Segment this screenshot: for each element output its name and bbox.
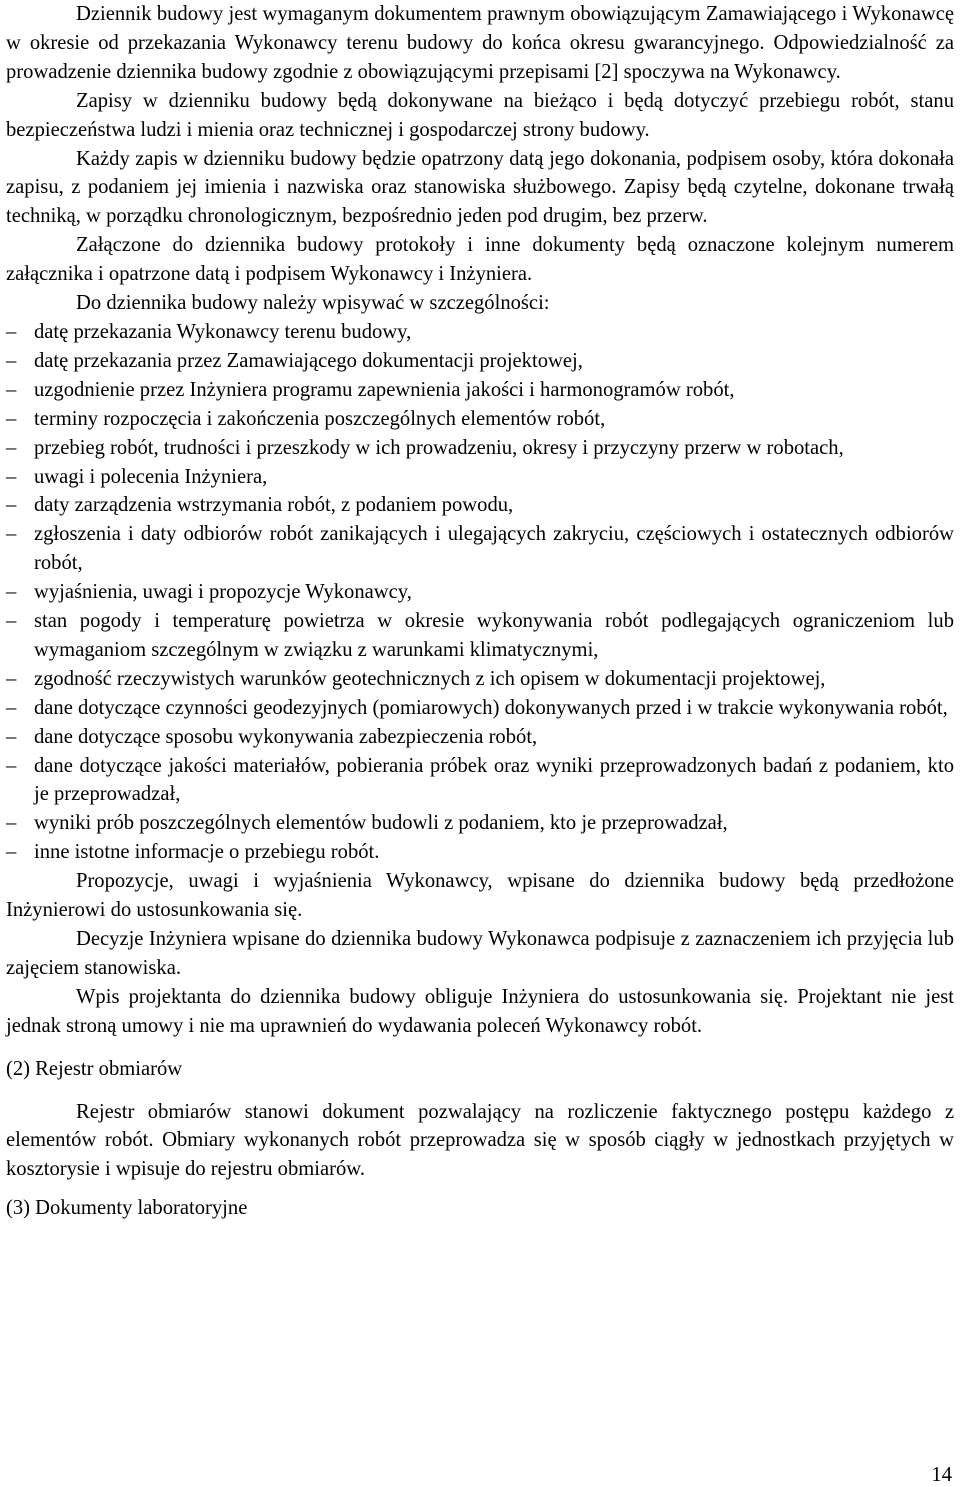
list-item [6, 520, 954, 578]
dash-bullet: – [6, 465, 17, 488]
list-item [6, 723, 954, 752]
intro-section [6, 0, 954, 318]
paragraph: Rejestr obmiarów stanowi dokument pozwalający na rozliczenie faktycznego postępu każdego z elementów robót. Obmiary wykonanych robót przeprowadza się w sposób ciągły w jednostkach przyjętych w kosztorysie i wpisuje do rejestru obmiarów. [6, 1100, 954, 1181]
dash-bullet: – [6, 407, 17, 430]
dash-bullet: – [6, 841, 17, 864]
list-item-text: uwagi i polecenia Inżyniera, [34, 465, 268, 488]
dash-bullet: – [6, 320, 17, 343]
list-item [6, 491, 954, 520]
list-item-text: datę przekazania Wykonawcy terenu budowy, [34, 320, 412, 343]
list-item-text: wyniki prób poszczególnych elementów budowli z podaniem, kto je przeprowadzał, [34, 812, 728, 835]
dash-bullet: – [6, 349, 17, 372]
dash-bullet: – [6, 523, 17, 546]
list-item-text: daty zarządzenia wstrzymania robót, z podaniem powodu, [34, 494, 514, 517]
list-item [6, 347, 954, 376]
list-item-text: dane dotyczące czynności geodezyjnych (pomiarowych) dokonywanych przed i w trakcie wykonywania robót, [34, 696, 948, 719]
list-item [6, 838, 954, 867]
section-heading: (3) Dokumenty laboratoryjne [6, 1197, 248, 1220]
paragraph: Decyzje Inżyniera wpisane do dziennika budowy Wykonawca podpisuje z zaznaczeniem ich przyjęcia lub zajęciem stanowiska. [6, 928, 954, 979]
list-item-text: zgodność rzeczywistych warunków geotechnicznych z ich opisem w dokumentacji projektowej, [34, 667, 826, 690]
dash-bullet: – [6, 436, 17, 459]
section-heading: (2) Rejestr obmiarów [6, 1057, 183, 1080]
page-number: 14 [931, 1464, 952, 1486]
list-item-text: terminy rozpoczęcia i zakończenia poszczególnych elementów robót, [34, 407, 606, 430]
dash-bullet: – [6, 494, 17, 517]
dash-bullet: – [6, 378, 17, 401]
list-item [6, 694, 954, 723]
dash-bullet: – [6, 610, 17, 633]
list-item [6, 752, 954, 810]
list-item-text: stan pogody i temperaturę powietrza w okresie wykonywania robót podlegających ograniczeniom lub wymaganiom szczególnym w związku z warunkami klimatycznymi, [34, 610, 954, 661]
list-item [6, 607, 954, 665]
list-item-text: wyjaśnienia, uwagi i propozycje Wykonawcy, [34, 581, 412, 604]
closing-section [6, 867, 954, 1040]
list-item [6, 405, 954, 434]
list-item-text: dane dotyczące jakości materiałów, pobierania próbek oraz wyniki przeprowadzonych badań z podaniem, kto je przeprowadzał, [34, 754, 954, 806]
paragraph: Dziennik budowy jest wymaganym dokumentem prawnym obowiązującym Zamawiającego i Wykonawcę w okresie od przekazania Wykonawcy terenu budowy do końca okresu gwarancyjnego. Odpowiedzialność za prowadzenie dziennika budowy zgodnie z obowiązującymi przepisami [2] spoczywa na Wykonawcy. [6, 3, 954, 83]
paragraph: Propozycje, uwagi i wyjaśnienia Wykonawcy, wpisane do dziennika budowy będą przedłożone Inżynierowi do ustosunkowania się. [6, 870, 954, 922]
dash-bullet: – [6, 581, 17, 604]
paragraph: Każdy zapis w dzienniku budowy będzie opatrzony datą jego dokonania, podpisem osoby, która dokonała zapisu, z podaniem jej imienia i nazwiska oraz stanowiska służbowego. Zapisy będą czytelne, dokonane trwałą techniką, w porządku chronologicznym, bezpośrednio jeden pod drugim, bez przerw. [6, 147, 954, 228]
list-item-text: inne istotne informacje o przebiegu robót. [34, 841, 380, 864]
dash-bullet: – [6, 725, 17, 748]
diary-entries-list [6, 318, 954, 867]
paragraph: Wpis projektanta do dziennika budowy obliguje Inżyniera do ustosunkowania się. Projektant nie jest jednak stroną umowy i nie ma uprawnień do wydawania poleceń Wykonawcy robót. [6, 985, 954, 1037]
list-item [6, 809, 954, 838]
list-intro-paragraph: Do dziennika budowy należy wpisywać w szczególności: [76, 292, 550, 315]
dash-bullet: – [6, 754, 17, 777]
dash-bullet: – [6, 812, 17, 835]
list-item-text: datę przekazania przez Zamawiającego dokumentacji projektowej, [34, 349, 583, 372]
list-item-text: dane dotyczące sposobu wykonywania zabezpieczenia robót, [34, 725, 538, 748]
paragraph: Zapisy w dzienniku budowy będą dokonywane na bieżąco i będą dotyczyć przebiegu robót, stanu bezpieczeństwa ludzi i mienia oraz technicznej i gospodarczej strony budowy. [6, 89, 954, 141]
list-item [6, 578, 954, 607]
list-item [6, 318, 954, 347]
list-item-text: uzgodnienie przez Inżyniera programu zapewnienia jakości i harmonogramów robót, [34, 378, 735, 401]
paragraph: Załączone do dziennika budowy protokoły i inne dokumenty będą oznaczone kolejnym numerem załącznika i opatrzone datą i podpisem Wykonawcy i Inżyniera. [6, 234, 954, 286]
list-item-text: zgłoszenia i daty odbiorów robót zanikających i ulegających zakryciu, częściowych i ostatecznych odbiorów robót, [34, 523, 954, 575]
list-item-text: przebieg robót, trudności i przeszkody w ich prowadzeniu, okresy i przyczyny przerw w robotach, [34, 436, 844, 459]
list-item [6, 665, 954, 694]
dash-bullet: – [6, 667, 17, 690]
list-item [6, 463, 954, 492]
dash-bullet: – [6, 696, 17, 719]
list-item [6, 376, 954, 405]
list-item [6, 434, 954, 463]
